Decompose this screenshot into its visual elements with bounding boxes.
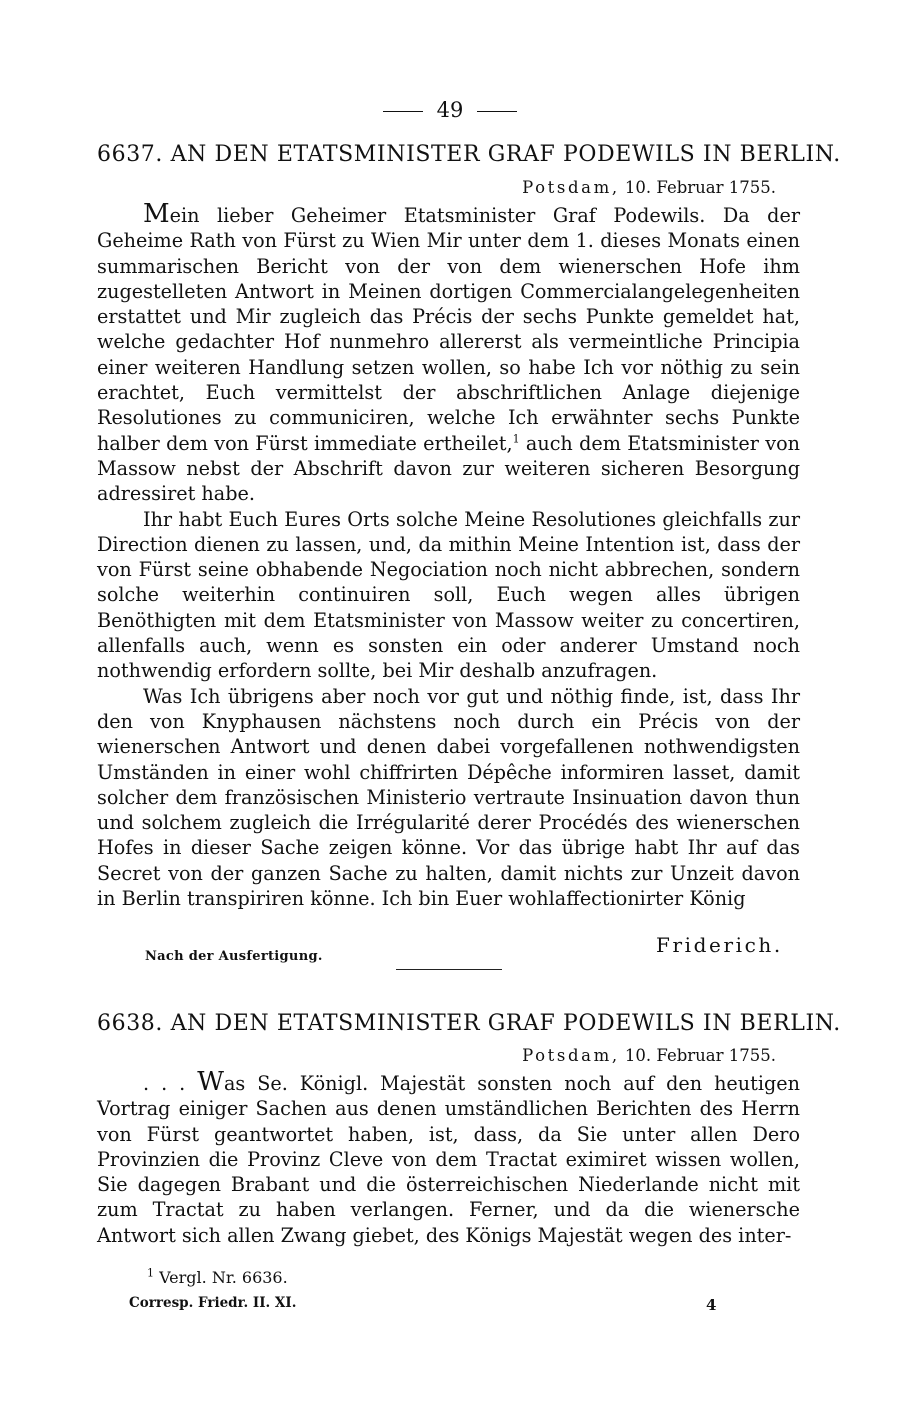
dateline-place: Potsdam, [522, 178, 620, 197]
page-number [0, 98, 900, 122]
initial-letter: W [197, 1067, 224, 1097]
page-number-dash-right [477, 111, 517, 112]
paragraph-3: Was Ich übrigens aber noch vor gut und nöthig finde, ist, dass Ihr den von Knyphausen nächstens noch durch ein Précis von der wienerschen Antwort und denen dabei vorgefallenen nothwendigsten Umständen in einer wohl chiffrirten Dépêche informiren lasset, damit solcher dem französischen Ministerio vertraute Insinuation davon thun und solchem zugleich die Irrégularité derer Procédés des wienerschen Hofes in dieser Sache zeigen könne. Vor das übrige habt Ihr auf das Secret von der ganzen Sache zu halten, damit nichts zur Unzeit davon in Berlin transpiriren könne. Ich bin Euer wohlaffectionirter König [97, 684, 800, 911]
paragraph-4 [97, 1067, 800, 1248]
dateline-date: 10. Februar 1755. [624, 178, 776, 197]
dateline-date: 10. Februar 1755. [624, 1046, 776, 1065]
initial-letter: M [143, 199, 170, 229]
paragraph-1-text-b: auch dem Etatsminister von Massow nebst der Abschrift davon zur weiteren sicheren Besorgung adressiret habe. [97, 431, 800, 506]
running-foot: Corresp. Friedr. II. XI. [129, 1295, 297, 1311]
page-number-dash-left [383, 111, 423, 112]
signature: Friderich. [656, 933, 783, 957]
footnote-text: Vergl. Nr. 6636. [159, 1268, 288, 1287]
page-number-text: 49 [436, 98, 464, 122]
paragraph-4-text: as Se. Königl. Majestät sonsten noch auf den heutigen Vortrag einiger Sachen aus denen umständlichen Berichten des Herrn von Fürst geantwortet haben, ist, dass, da Sie unter allen Dero Provinzien die Provinz Cleve von dem Tractat eximiret wissen wollen, Sie dagegen Brabant und die österreichischen Niederlande nicht mit zum Tractat zu haben verlangen. Ferner, und da die wienersche Antwort sich allen Zwang giebet, des Königs Majestät wegen des inter- [97, 1072, 800, 1247]
footnote-1 [147, 1268, 288, 1287]
letter-body-6637 [97, 199, 800, 911]
paragraph-1-text-a: ein lieber Geheimer Etatsminister Graf Podewils. Da der Geheime Rath von Fürst zu Wien Mir unter dem 1. dieses Monats einen summarischen Bericht von der von dem wienerschen Hofe ihm zugestelleten Antwort in Meinen dortigen Commercialangelegenheiten erstattet und Mir zugleich das Précis der sechs Punkte gemeldet hat, welche gedachter Hof nunmehro allererst als vermeintliche Principia einer weiteren Handlung setzen wollen, so habe Ich vor nöthig zu sein erachtet, Euch vermittelst der abschriftlichen Anlage diejenige Resolutiones zu communiciren, welche Ich erwähnter sechs Punkte halber dem von Fürst immediate ertheilet, [97, 204, 800, 455]
paragraph-1 [97, 199, 800, 507]
sheet-number: 4 [706, 1296, 717, 1314]
dateline-6637 [522, 178, 776, 197]
letter-heading-6638: 6638. AN DEN ETATSMINISTER GRAF PODEWILS IN BERLIN. [97, 1011, 841, 1036]
source-note: Nach der Ausfertigung. [145, 949, 323, 964]
paragraph-2: Ihr habt Euch Eures Orts solche Meine Resolutiones gleichfalls zur Direction dienen zu lassen, und, da mithin Meine Intention ist, dass der von Fürst seine obhabende Negociation noch nicht abbrechen, sondern solche weiterhin continuiren soll, Euch wegen alles übrigen Benöthigten mit dem Etatsminister von Massow weiter zu concertiren, allenfalls auch, wenn es sonsten ein oder anderer Umstand noch nothwendig erfordern sollte, bei Mir deshalb anzufragen. [97, 507, 800, 683]
ellipsis-lead: . . . [143, 1072, 198, 1095]
dateline-place: Potsdam, [522, 1046, 620, 1065]
footnote-mark: 1 [147, 1266, 154, 1280]
letter-heading-6637: 6637. AN DEN ETATSMINISTER GRAF PODEWILS IN BERLIN. [97, 142, 841, 167]
letter-body-6638 [97, 1067, 800, 1248]
dateline-6638 [522, 1046, 776, 1065]
section-divider [396, 969, 502, 970]
footnote-ref: 1 [512, 432, 520, 446]
